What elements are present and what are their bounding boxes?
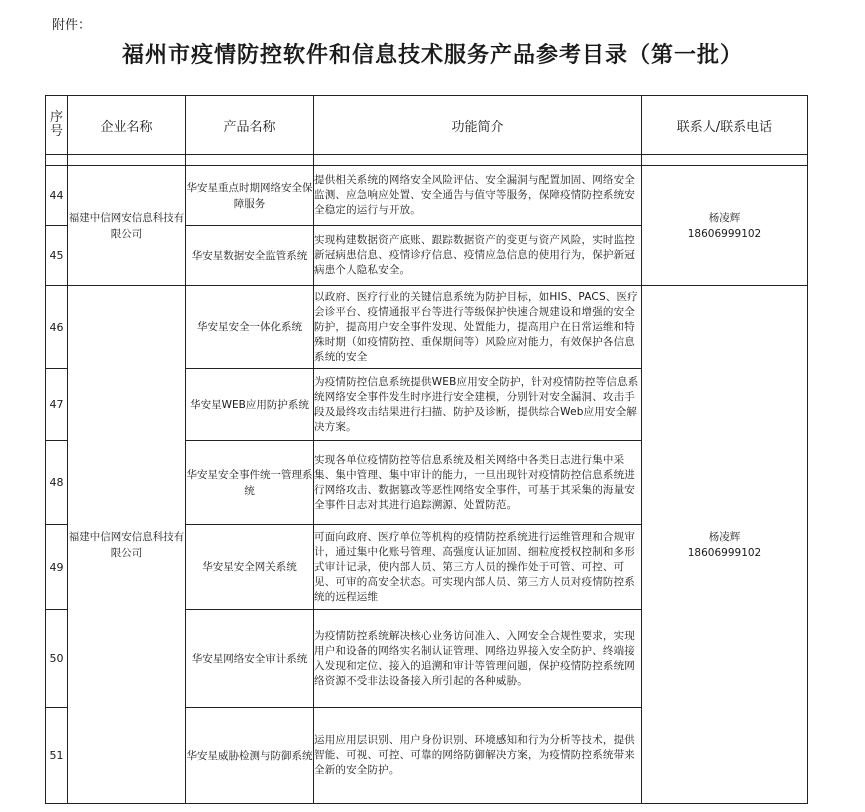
header-desc: 功能简介: [314, 96, 642, 155]
product-desc: 实现各单位疫情防控等信息系统及相关网络中各类日志进行集中采集、集中管理、集中审计的能力，一旦出现针对疫情防控信息系统进行网络攻击、数据篡改等恶性网络安全事件，可基于其采集的海量安全事件日志对其进行追踪溯源、处置防范。: [314, 441, 642, 525]
contact-phone: 18606999102: [687, 546, 762, 559]
product-desc: 运用应用层识别、用户身份识别、环境感知和行为分析等技术，提供智能、可视、可控、可靠的网络防御解决方案，为疫情防控系统带来全新的安全防护。: [314, 708, 642, 804]
header-company: 企业名称: [68, 96, 186, 155]
row-seq: 51: [46, 708, 68, 804]
page-title: 福州市疫情防控软件和信息技术服务产品参考目录（第一批）: [121, 43, 743, 68]
row-seq: 48: [46, 441, 68, 525]
header-seq: 序号: [46, 96, 68, 155]
row-seq: 46: [46, 286, 68, 369]
table-header-row: [46, 96, 808, 155]
row-seq: 44: [46, 166, 68, 226]
contact-phone: 18606999102: [687, 227, 762, 240]
product-name: 华安星威胁检测与防御系统: [186, 708, 314, 804]
product-catalog-table: [45, 95, 808, 804]
product-desc: 提供相关系统的网络安全风险评估、安全漏洞与配置加固、网络安全监测、应急响应处置、安全通告与值守等服务，保障疫情防控系统安全稳定的运行与开放。: [314, 166, 642, 226]
product-name: 华安星网络安全审计系统: [186, 610, 314, 708]
contact-cell: [642, 286, 808, 804]
header-contact: 联系人/联系电话: [642, 96, 808, 155]
product-desc: 为疫情防控系统解决核心业务访问准入、入网安全合规性要求，实现用户和设备的网络实名制认证管理、网络边界接入安全防护、终端接入发现和定位、接入的追溯和审计等管理问题，保护疫情防控系统网络资源不受非法设备接入所引起的各种威胁。: [314, 610, 642, 708]
row-seq: 45: [46, 226, 68, 286]
row-seq: 49: [46, 525, 68, 610]
product-name: 华安星安全事件统一管理系统: [186, 441, 314, 525]
attachment-label: 附件：: [52, 18, 92, 33]
contact-name: 杨凌辉: [708, 530, 741, 543]
company-name: 福建中信网安信息科技有限公司: [68, 166, 186, 286]
spacer-row: [46, 155, 808, 166]
table-row: [46, 286, 808, 369]
contact-name: 杨凌辉: [708, 211, 741, 224]
product-desc: 以政府、医疗行业的关键信息系统为防护目标，如HIS、PACS、医疗会诊平台、疫情通报平台等进行等级保护快速合规建设和增强的安全防护，提高用户安全事件发现、处置能力，提高用户在日常运维和特殊时期（如疫情防控、重保期间等）风险应对能力，有效保护各信息系统的安全: [314, 286, 642, 369]
product-name: 华安星WEB应用防护系统: [186, 369, 314, 441]
row-seq: 47: [46, 369, 68, 441]
header-product: 产品名称: [186, 96, 314, 155]
product-desc: 可面向政府、医疗单位等机构的疫情防控系统进行运维管理和合规审计，通过集中化账号管理、高强度认证加固、细粒度授权控制和多形式审计记录，使内部人员、第三方人员的操作处于可管、可控、可见、可审的高安全状态。可实现内部人员、第三方人员对疫情防控系统的远程运维: [314, 525, 642, 610]
row-seq: 50: [46, 610, 68, 708]
table-row: [46, 166, 808, 226]
product-name: 华安星安全一体化系统: [186, 286, 314, 369]
contact-cell: [642, 166, 808, 286]
product-desc: 实现构建数据资产底账、跟踪数据资产的变更与资产风险，实时监控新冠病患信息、疫情诊疗信息、疫情应急信息的使用行为，保护新冠病患个人隐私安全。: [314, 226, 642, 286]
product-name: 华安星重点时期网络安全保障服务: [186, 166, 314, 226]
product-desc: 为疫情防控信息系统提供WEB应用安全防护，针对疫情防控等信息系统网络安全事件发生时序进行安全建模，分别针对安全漏洞、攻击手段及最终攻击结果进行扫描、防护及诊断，提供综合Web应用安全解决方案。: [314, 369, 642, 441]
company-name: 福建中信网安信息科技有限公司: [68, 286, 186, 804]
product-name: 华安星数据安全监管系统: [186, 226, 314, 286]
product-name: 华安星安全网关系统: [186, 525, 314, 610]
